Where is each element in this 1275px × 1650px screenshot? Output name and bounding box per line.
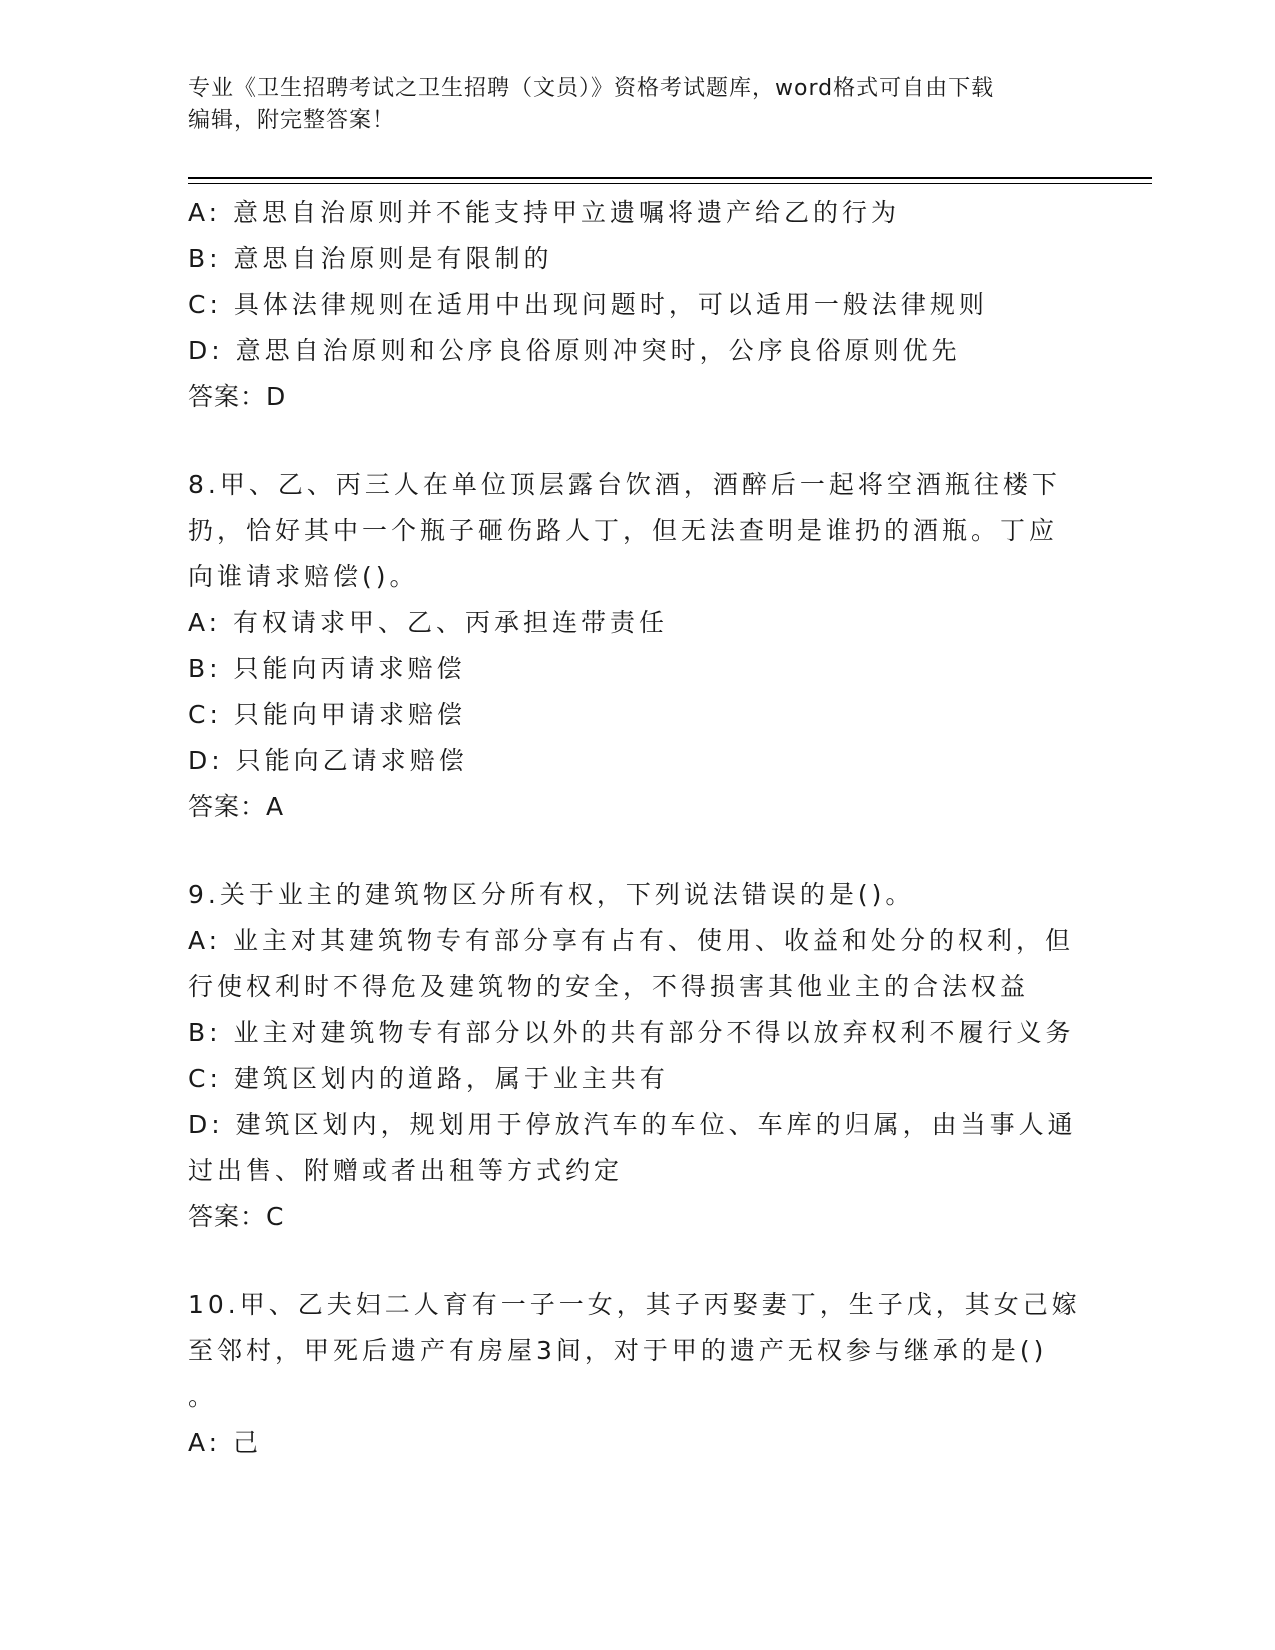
question-8-option-d: D: 只能向乙请求赔偿 (188, 746, 468, 775)
question-9-option-b: B: 业主对建筑物专有部分以外的共有部分不得以放弃权利不履行义务 (188, 1018, 1075, 1047)
question-9-stem-line: 9.关于业主的建筑物区分所有权，下列说法错误的是()。 (188, 880, 915, 909)
question-9-option-a: A: 业主对其建筑物专有部分享有占有、使用、收益和处分的权利，但 (188, 926, 1075, 955)
question-9-option-c: C: 建筑区划内的道路，属于业主共有 (188, 1064, 669, 1093)
question-8 (188, 462, 1088, 830)
question-9-answer: 答案：C (188, 1202, 285, 1231)
question-9 (188, 872, 1088, 1240)
question-8-stem-line: 扔，恰好其中一个瓶子砸伤路人丁，但无法查明是谁扔的酒瓶。丁应 (188, 516, 1059, 545)
question-9-option-a-cont: 行使权利时不得危及建筑物的安全，不得损害其他业主的合法权益 (188, 972, 1030, 1001)
spacer (188, 830, 1088, 872)
question-9-option-d-cont: 过出售、附赠或者出租等方式约定 (188, 1156, 624, 1185)
question-8-stem-line: 向谁请求赔偿()。 (188, 562, 419, 591)
spacer (188, 420, 1088, 462)
question-7-option-d: D: 意思自治原则和公序良俗原则冲突时，公序良俗原则优先 (188, 336, 961, 365)
question-10-stem-line: 。 (188, 1382, 218, 1411)
question-10 (188, 1282, 1088, 1466)
question-7 (188, 190, 1088, 420)
question-7-option-b: B: 意思自治原则是有限制的 (188, 244, 553, 273)
question-7-option-a: A: 意思自治原则并不能支持甲立遗嘱将遗产给乙的行为 (188, 198, 901, 227)
question-10-stem-line: 至邻村，甲死后遗产有房屋3间，对于甲的遗产无权参与继承的是() (188, 1336, 1048, 1365)
question-10-stem-line: 10.甲、乙夫妇二人育有一子一女，其子丙娶妻丁，生子戊，其女己嫁 (188, 1290, 1081, 1319)
question-8-option-c: C: 只能向甲请求赔偿 (188, 700, 466, 729)
header-line-2: 编辑，附完整答案！ (188, 108, 396, 133)
header-rule-thick (188, 177, 1152, 179)
question-8-option-b: B: 只能向丙请求赔偿 (188, 654, 466, 683)
document-header (188, 73, 1088, 137)
question-10-option-a: A: 己 (188, 1428, 263, 1457)
question-7-option-c: C: 具体法律规则在适用中出现问题时，可以适用一般法律规则 (188, 290, 988, 319)
question-7-answer: 答案：D (188, 382, 287, 411)
question-8-option-a: A: 有权请求甲、乙、丙承担连带责任 (188, 608, 669, 637)
question-8-stem-line: 8.甲、乙、丙三人在单位顶层露台饮酒，酒醉后一起将空酒瓶往楼下 (188, 470, 1061, 499)
spacer (188, 1240, 1088, 1282)
header-rule-thin (188, 183, 1152, 184)
header-line-1: 专业《卫生招聘考试之卫生招聘（文员）》资格考试题库，word格式可自由下载 (188, 76, 995, 101)
question-8-answer: 答案：A (188, 792, 285, 821)
question-9-option-d: D: 建筑区划内，规划用于停放汽车的车位、车库的归属，由当事人通 (188, 1110, 1077, 1139)
question-content (188, 190, 1088, 1466)
